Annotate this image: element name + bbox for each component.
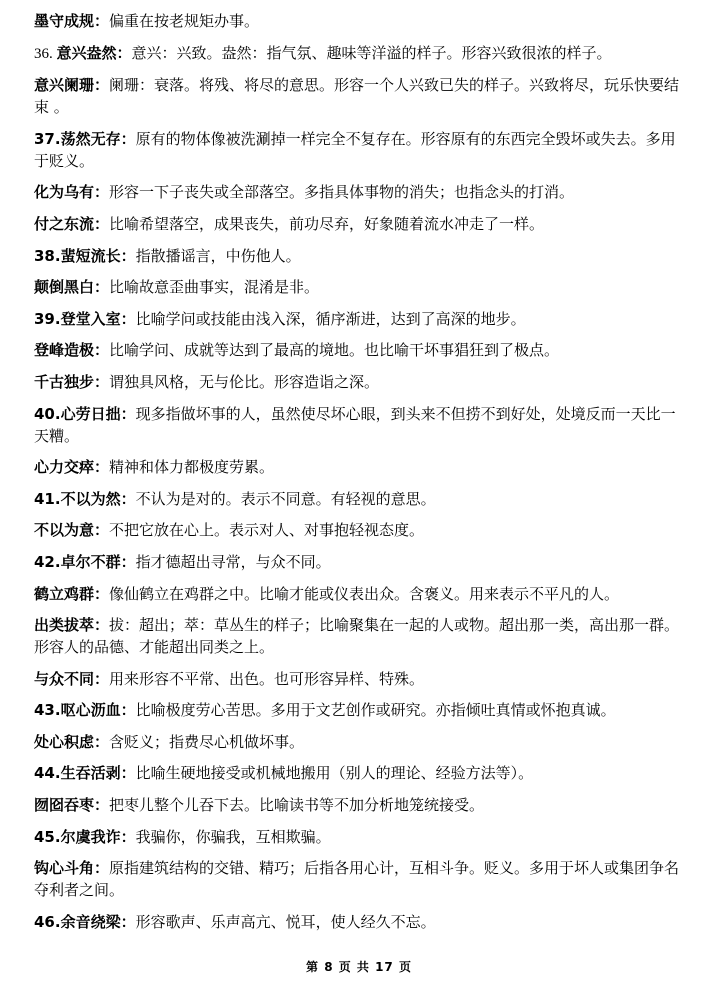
- term-colon: ：: [94, 669, 110, 688]
- idiom-definition: 拔：超出；萃：草丛生的样子；比喻聚集在一起的人或物。超出那一类，高出那一群。形容人的品德、才能超出同类之上。: [34, 616, 680, 657]
- idiom-term: 荡然无存: [60, 129, 121, 148]
- idiom-term: 付之东流: [34, 214, 95, 233]
- idiom-term: 生吞活剥: [60, 764, 121, 783]
- term-colon: ：: [120, 552, 136, 571]
- idiom-term: 千古独步: [34, 372, 95, 391]
- entry-number: 42.: [34, 552, 61, 571]
- idiom-entry: [34, 74, 690, 118]
- idiom-entry: [34, 731, 690, 753]
- page-footer: 第 8 页 共 17 页: [306, 960, 412, 974]
- idiom-term: 与众不同: [34, 669, 95, 688]
- entry-number: 37.: [34, 129, 61, 148]
- idiom-entry: [34, 339, 690, 361]
- idiom-entry: [34, 276, 690, 298]
- term-colon: ：: [94, 12, 110, 30]
- term-colon: ：: [94, 214, 110, 233]
- idiom-term: 墨守成规: [34, 12, 95, 30]
- term-colon: ：: [120, 701, 136, 720]
- term-colon: ：: [94, 372, 110, 391]
- idiom-term: 尔虞我诈: [60, 827, 121, 846]
- idiom-definition: 原指建筑结构的交错、精巧；后指各用心计，互相斗争。贬义。多用于坏人或集团争名夺利者之间。: [34, 859, 680, 900]
- idiom-term: 余音绕梁: [60, 912, 121, 931]
- idiom-definition: 指才德超出寻常，与众不同。: [135, 552, 331, 571]
- idiom-entry: [34, 551, 690, 573]
- idiom-definition: 现多指做坏事的人，虽然使尽坏心眼，到头来不但捞不到好处，处境反而一天比一天糟。: [34, 404, 676, 445]
- idiom-definition: 意兴：兴致。盎然：指气氛、趣味等洋溢的样子。形容兴致很浓的样子。: [131, 43, 612, 62]
- term-colon: ：: [94, 341, 110, 360]
- idiom-term: 登堂入室: [60, 309, 121, 328]
- idiom-term: 蜚短流长: [60, 246, 121, 265]
- idiom-entry-list: [34, 10, 690, 942]
- idiom-term: 处心积虑: [34, 732, 95, 751]
- idiom-entry: [34, 42, 690, 65]
- idiom-definition: 把枣儿整个儿吞下去。比喻读书等不加分析地笼统接受。: [109, 796, 485, 815]
- idiom-term: 心劳日拙: [60, 404, 121, 423]
- term-colon: ：: [120, 827, 136, 846]
- idiom-entry: [34, 857, 690, 901]
- idiom-term: 不以为意: [34, 521, 95, 540]
- term-colon: ：: [120, 489, 136, 508]
- entry-number: 45.: [34, 827, 61, 846]
- idiom-term: 钩心斗角: [34, 859, 95, 878]
- idiom-term: 鹤立鸡群: [34, 584, 95, 603]
- idiom-entry: [34, 308, 690, 330]
- idiom-term: 心力交瘁: [34, 458, 95, 477]
- entry-number: 43.: [34, 701, 61, 720]
- idiom-definition: 精神和体力都极度劳累。: [109, 458, 275, 477]
- idiom-definition: 我骗你，你骗我，互相欺骗。: [135, 827, 331, 846]
- entry-number: 38.: [34, 246, 61, 265]
- idiom-definition: 阑珊：衰落。将残、将尽的意思。形容一个人兴致已失的样子。兴致将尽，玩乐快要结束 。: [34, 76, 680, 117]
- term-colon: ：: [94, 859, 110, 878]
- idiom-entry: [34, 181, 690, 203]
- idiom-entry: [34, 826, 690, 848]
- term-colon: ：: [120, 129, 136, 148]
- term-colon: ：: [94, 732, 110, 751]
- term-colon: ：: [94, 521, 110, 540]
- idiom-term: 颠倒黑白: [34, 278, 95, 297]
- term-colon: ：: [94, 616, 110, 635]
- idiom-definition: 像仙鹤立在鸡群之中。比喻才能或仪表出众。含褒义。用来表示不平凡的人。: [109, 584, 620, 603]
- idiom-term: 登峰造极: [34, 341, 95, 360]
- term-colon: ：: [120, 404, 136, 423]
- idiom-definition: 比喻学问或技能由浅入深，循序渐进，达到了高深的地步。: [135, 309, 526, 328]
- idiom-term: 意兴阑珊: [34, 76, 95, 95]
- idiom-entry: [34, 403, 690, 447]
- idiom-entry: [34, 614, 690, 658]
- term-colon: ：: [94, 278, 110, 297]
- idiom-entry: [34, 519, 690, 541]
- entry-number: 36.: [34, 45, 57, 62]
- idiom-term: 卓尔不群: [60, 552, 121, 571]
- entry-number: 41.: [34, 489, 61, 508]
- idiom-definition: 原有的物体像被洗涮掉一样完全不复存在。形容原有的东西完全毁坏或失去。多用于贬义。: [34, 129, 676, 170]
- idiom-entry: [34, 668, 690, 690]
- idiom-definition: 谓独具风格，无与伦比。形容造诣之深。: [109, 372, 380, 391]
- term-colon: ：: [94, 458, 110, 477]
- idiom-definition: 比喻学问、成就等达到了最高的境地。也比喻干坏事猖狂到了极点。: [109, 341, 560, 360]
- idiom-entry: [34, 10, 690, 32]
- term-colon: ：: [120, 764, 136, 783]
- idiom-definition: 用来形容不平常、出色。也可形容异样、特殊。: [109, 669, 425, 688]
- term-colon: ：: [94, 76, 110, 95]
- idiom-entry: [34, 911, 690, 933]
- idiom-entry: [34, 456, 690, 478]
- idiom-definition: 偏重在按老规矩办事。: [109, 12, 260, 30]
- entry-number: 46.: [34, 912, 61, 931]
- idiom-term: 囫囵吞枣: [34, 796, 95, 815]
- idiom-entry: [34, 699, 690, 721]
- term-colon: ：: [120, 309, 136, 328]
- entry-number: 40.: [34, 404, 61, 423]
- idiom-definition: 比喻极度劳心苦思。多用于文艺创作或研究。亦指倾吐真情或怀抱真诚。: [135, 701, 616, 720]
- entry-number: 44.: [34, 764, 61, 783]
- entry-number: 39.: [34, 309, 61, 328]
- term-colon: ：: [120, 246, 136, 265]
- idiom-definition: 形容歌声、乐声高亢、悦耳，使人经久不忘。: [135, 912, 436, 931]
- idiom-definition: 不把它放在心上。表示对人、对事抱轻视态度。: [109, 521, 425, 540]
- idiom-definition: 形容一下子丧失或全部落空。多指具体事物的消失；也指念头的打消。: [109, 183, 575, 202]
- idiom-entry: [34, 245, 690, 267]
- idiom-entry: [34, 762, 690, 784]
- term-colon: ：: [116, 43, 132, 62]
- idiom-entry: [34, 213, 690, 235]
- term-colon: ：: [94, 183, 110, 202]
- idiom-term: 意兴盎然: [56, 43, 117, 62]
- idiom-definition: 比喻故意歪曲事实，混淆是非。: [109, 278, 320, 297]
- idiom-term: 呕心沥血: [60, 701, 121, 720]
- term-colon: ：: [94, 796, 110, 815]
- idiom-entry: [34, 488, 690, 510]
- idiom-entry: [34, 128, 690, 172]
- idiom-entry: [34, 794, 690, 816]
- idiom-entry: [34, 583, 690, 605]
- idiom-definition: 比喻生硬地接受或机械地搬用（别人的理论、经验方法等）。: [135, 764, 534, 783]
- idiom-definition: 含贬义；指费尽心机做坏事。: [109, 732, 305, 751]
- idiom-term: 出类拔萃: [34, 616, 95, 635]
- idiom-definition: 指散播谣言，中伤他人。: [135, 246, 301, 265]
- idiom-definition: 比喻希望落空，成果丧失，前功尽弃，好象随着流水冲走了一样。: [109, 214, 545, 233]
- term-colon: ：: [94, 584, 110, 603]
- term-colon: ：: [120, 912, 136, 931]
- idiom-definition: 不认为是对的。表示不同意。有轻视的意思。: [135, 489, 436, 508]
- idiom-term: 化为乌有: [34, 183, 95, 202]
- idiom-entry: [34, 371, 690, 393]
- idiom-term: 不以为然: [60, 489, 121, 508]
